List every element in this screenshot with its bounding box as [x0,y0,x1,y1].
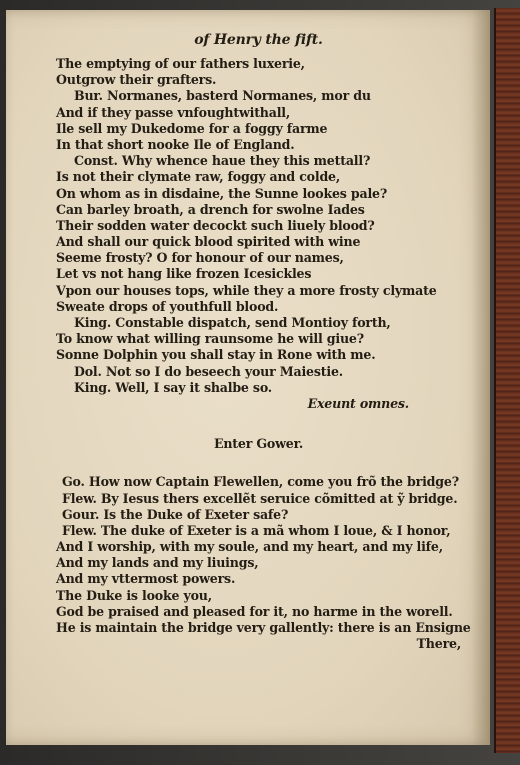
verse-line: Outgrow their grafters. [56,72,217,88]
speech-line: Dol. Not so I do beseech your Maiestie. [74,363,343,379]
verse-line: And I worship, with my soule, and my heart, and my life, [56,539,443,555]
speech-line: King. Well, I say it shalbe so. [74,379,272,395]
verse-line: Seeme frosty? O for honour of our names, [56,250,344,266]
verse-line: On whom as in disdaine, the Sunne lookes pale? [56,185,388,201]
verse-line: Is not their clymate raw, foggy and colde, [56,169,341,185]
stage-direction: Enter Gower. [213,436,304,452]
book-page [6,10,490,745]
verse-line: To know what willing raunsome he will giue? [56,331,364,347]
exeunt-direction: Exeunt omnes. [307,395,409,411]
verse-line: And my lands and my liuings, [56,555,259,571]
book-binding-edge [494,8,520,753]
speech-line: Go. How now Captain Flewellen, come you frõ the bridge? [62,474,459,490]
running-header: of Henry the fift. [194,32,323,48]
speech-line: Flew. By Iesus thers excellẽt seruice cõmitted at ỹ bridge. [62,490,458,506]
verse-line: Sweate drops of youthfull blood. [56,298,279,314]
speech-line: King. Constable dispatch, send Montioy forth, [74,315,391,330]
verse-line: God be praised and pleased for it, no harme in the worell. [56,603,453,619]
speech-line: Const. Why whence haue they this mettall? [74,153,371,169]
verse-line: Vpon our houses tops, while they a more frosty clymate [56,282,437,298]
verse-line: The emptying of our fathers luxerie, [56,56,305,71]
verse-line: And my vttermost powers. [56,571,236,587]
verse-line: Let vs not hang like frozen Icesickles [56,266,312,282]
speech-line: Gour. Is the Duke of Exeter safe? [62,506,289,522]
verse-line: Their sodden water decockt such liuely blood? [56,217,375,233]
catchword: There, [416,636,461,652]
verse-line: The Duke is looke you, [56,587,212,603]
verse-line: Ile sell my Dukedome for a foggy farme [56,120,328,136]
speech-line: Flew. The duke of Exeter is a mã whom I loue, & I honor, [62,522,451,538]
verse-line: Can barley broath, a drench for swolne Iades [56,201,365,217]
verse-line: And shall our quick blood spirited with wine [56,234,361,250]
verse-line: And if they passe vnfoughtwithall, [56,104,291,120]
speech-line: Bur. Normanes, basterd Normanes, mor du [74,88,371,104]
verse-line: In that short nooke Ile of England. [56,136,295,152]
verse-line: He is maintain the bridge very gallently: there is an Ensigne [56,620,471,635]
page-gutter-shadow [472,10,490,745]
page-text [56,32,471,652]
verse-line: Sonne Dolphin you shall stay in Rone with me. [56,347,376,363]
